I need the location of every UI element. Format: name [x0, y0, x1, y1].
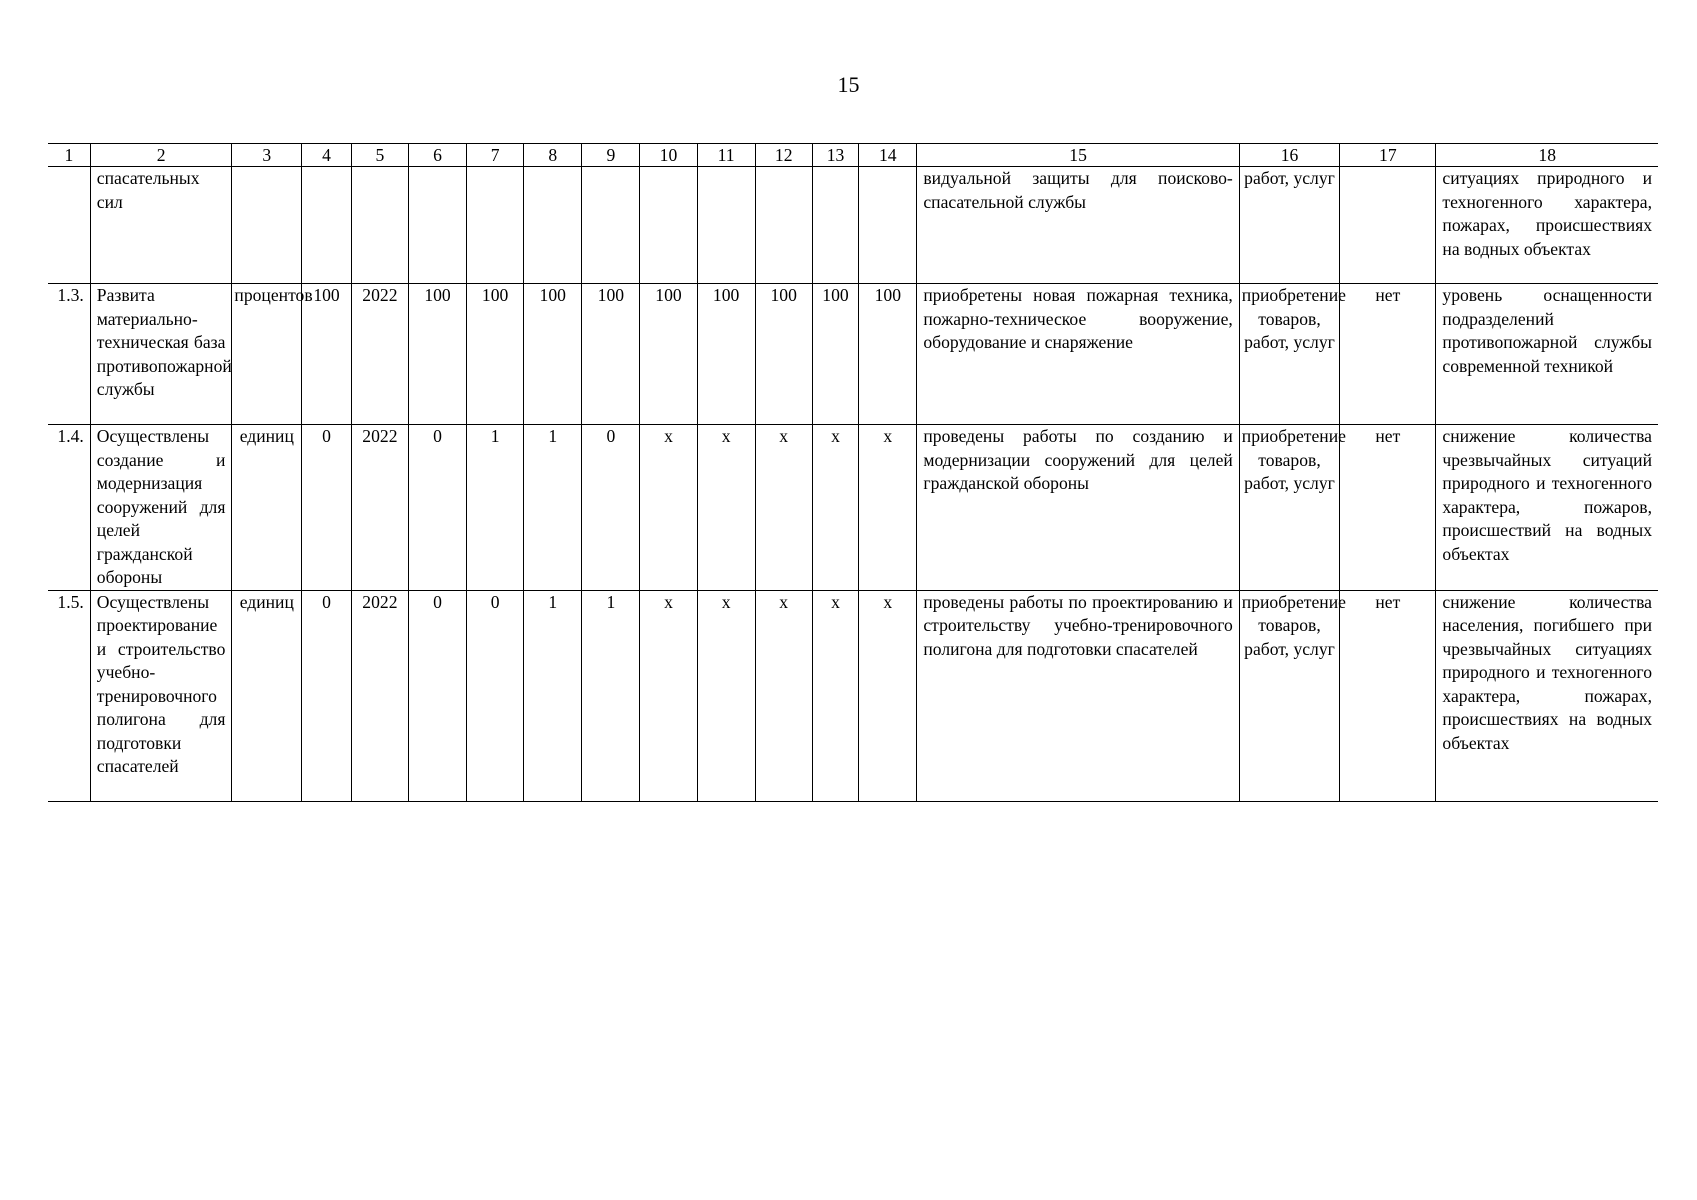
year-value: [524, 167, 582, 284]
column-number: 5: [351, 144, 408, 167]
year-value: х: [859, 590, 917, 801]
column-number: 12: [755, 144, 812, 167]
column-number: 18: [1436, 144, 1658, 167]
column-number: 17: [1340, 144, 1436, 167]
measure-type: приобретение товаров, работ, услуг: [1239, 590, 1339, 801]
measure-type: работ, услуг: [1239, 167, 1339, 284]
column-number: 3: [232, 144, 302, 167]
column-number: 1: [48, 144, 90, 167]
unit: единиц: [232, 425, 302, 591]
row-number: 1.4.: [48, 425, 90, 591]
unit: [232, 167, 302, 284]
year-value: 0: [408, 590, 466, 801]
unit: процентов: [232, 284, 302, 425]
column-number-row: [48, 144, 1658, 167]
unit: единиц: [232, 590, 302, 801]
year-value: х: [755, 425, 812, 591]
year-value: 0: [467, 590, 524, 801]
column-17-value: нет: [1340, 425, 1436, 591]
year-value: х: [859, 425, 917, 591]
base-year: 2022: [351, 590, 408, 801]
base-value: 0: [302, 590, 352, 801]
indicator-link: снижение количества чрезвычайных ситуаций природного и техногенного характера, пожаров, происшествий на водных объектах: [1436, 425, 1658, 591]
year-value: 0: [408, 425, 466, 591]
measure-name: Осуществлены создание и модернизация сооружений для целей гражданской обороны: [90, 425, 232, 591]
year-value: х: [812, 590, 859, 801]
column-number: 11: [697, 144, 755, 167]
column-number: 2: [90, 144, 232, 167]
result-description: видуальной защиты для поисково-спасательной службы: [917, 167, 1239, 284]
year-value: [408, 167, 466, 284]
base-year: 2022: [351, 284, 408, 425]
year-value: 1: [467, 425, 524, 591]
column-17-value: нет: [1340, 284, 1436, 425]
year-value: [859, 167, 917, 284]
column-number: 6: [408, 144, 466, 167]
year-value: [812, 167, 859, 284]
year-value: 100: [755, 284, 812, 425]
year-value: 100: [582, 284, 640, 425]
result-description: проведены работы по созданию и модернизации сооружений для целей гражданской обороны: [917, 425, 1239, 591]
row-number: 1.3.: [48, 284, 90, 425]
measures-table: [48, 143, 1658, 802]
year-value: 100: [697, 284, 755, 425]
year-value: [467, 167, 524, 284]
indicator-link: уровень оснащенности подразделений противопожарной службы современной техникой: [1436, 284, 1658, 425]
year-value: 100: [640, 284, 697, 425]
row-number: 1.5.: [48, 590, 90, 801]
column-number: 16: [1239, 144, 1339, 167]
column-number: 9: [582, 144, 640, 167]
indicator-link: снижение количества населения, погибшего при чрезвычайных ситуациях природного и техногенного характера, пожарах, происшествиях на водных объектах: [1436, 590, 1658, 801]
table-row: [48, 425, 1658, 591]
result-description: проведены работы по проектированию и строительству учебно-тренировочного полигона для подготовки спасателей: [917, 590, 1239, 801]
year-value: 1: [524, 425, 582, 591]
year-value: 1: [582, 590, 640, 801]
year-value: 1: [524, 590, 582, 801]
base-value: 0: [302, 425, 352, 591]
year-value: 100: [408, 284, 466, 425]
year-value: х: [697, 590, 755, 801]
year-value: [582, 167, 640, 284]
year-value: х: [755, 590, 812, 801]
result-description: приобретены новая пожарная техника, пожарно-техническое вооружение, оборудование и снаряжение: [917, 284, 1239, 425]
base-value: [302, 167, 352, 284]
year-value: х: [812, 425, 859, 591]
column-number: 14: [859, 144, 917, 167]
year-value: 0: [582, 425, 640, 591]
column-17-value: [1340, 167, 1436, 284]
year-value: х: [640, 590, 697, 801]
measure-type: приобретение товаров, работ, услуг: [1239, 284, 1339, 425]
year-value: 100: [467, 284, 524, 425]
row-number: [48, 167, 90, 284]
column-number: 4: [302, 144, 352, 167]
base-value: 100: [302, 284, 352, 425]
table-row: [48, 590, 1658, 801]
column-number: 15: [917, 144, 1239, 167]
column-17-value: нет: [1340, 590, 1436, 801]
measure-name: Развита материально-техническая база противопожарной службы: [90, 284, 232, 425]
base-year: [351, 167, 408, 284]
column-number: 7: [467, 144, 524, 167]
measure-name: Осуществлены проектирование и строительство учебно-тренировочного полигона для подготовки спасателей: [90, 590, 232, 801]
page-number: 15: [837, 72, 860, 97]
column-number: 8: [524, 144, 582, 167]
year-value: х: [640, 425, 697, 591]
year-value: [755, 167, 812, 284]
year-value: 100: [812, 284, 859, 425]
table-row: [48, 167, 1658, 284]
measure-name: спасательных сил: [90, 167, 232, 284]
base-year: 2022: [351, 425, 408, 591]
year-value: 100: [524, 284, 582, 425]
measure-type: приобретение товаров, работ, услуг: [1239, 425, 1339, 591]
year-value: [697, 167, 755, 284]
year-value: х: [697, 425, 755, 591]
year-value: 100: [859, 284, 917, 425]
column-number: 13: [812, 144, 859, 167]
table-row: [48, 284, 1658, 425]
year-value: [640, 167, 697, 284]
column-number: 10: [640, 144, 697, 167]
indicator-link: ситуациях природного и техногенного характера, пожарах, происшествиях на водных объектах: [1436, 167, 1658, 284]
